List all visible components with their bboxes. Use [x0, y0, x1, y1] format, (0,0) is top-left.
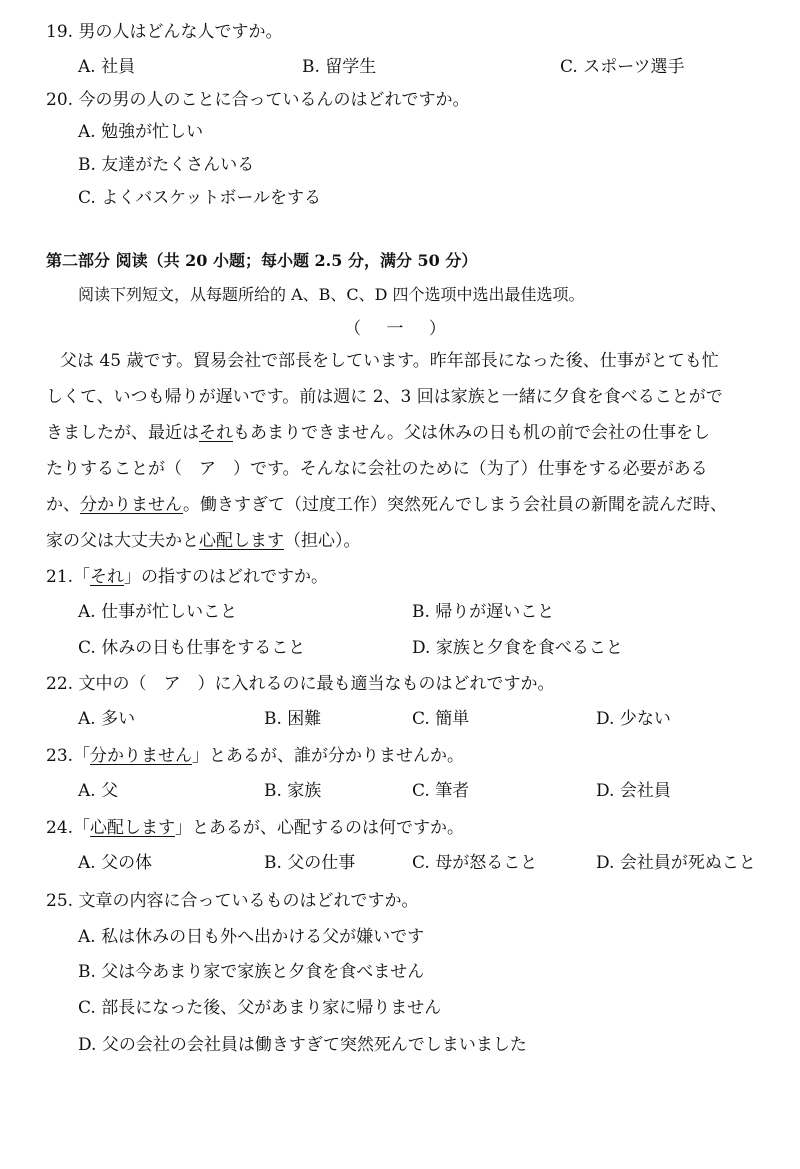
section-title: 第二部分 阅读（共 20 小题；每小题 2.5 分，满分 50 分） — [46, 251, 478, 270]
q23-option-d: D. 会社員 — [596, 781, 671, 801]
q21-option-b: B. 帰りが遅いこと — [412, 602, 555, 622]
q25-option-c: C. 部長になった後、父があまり家に帰りません — [78, 998, 442, 1018]
q19-option-a: A. 社員 — [78, 57, 136, 77]
q20-option-c: C. よくバスケットボールをする — [78, 188, 322, 208]
q25-option-a: A. 私は休みの日も外へ出かける父が嫌いです — [78, 927, 425, 947]
passage — [46, 343, 764, 559]
q22-option-d: D. 少ない — [596, 709, 671, 729]
question-24-stem: 24.「心配します」とあるが、心配するのは何ですか。 — [46, 818, 465, 838]
passage-line-3: きましたが、最近はそれもあまりできません。父は休みの日も机の前で会社の仕事をし — [46, 423, 711, 443]
q22-option-b: B. 困難 — [264, 709, 322, 729]
q20-option-b: B. 友達がたくさんいる — [78, 155, 255, 175]
q24-option-d: D. 会社員が死ぬこと — [596, 853, 756, 873]
q25-option-b: B. 父は今あまり家で家族と夕食を食べません — [78, 962, 425, 982]
underlined-sore: それ — [199, 423, 233, 443]
passage-line-4: たりすることが（ ア ）です。そんなに会社のために（为了）仕事をする必要がある — [46, 459, 708, 479]
q24-option-a: A. 父の体 — [78, 853, 153, 873]
passage-line-5: か、分かりません。働きすぎて（过度工作）突然死んでしまう会社員の新聞を読んだ時、 — [46, 495, 728, 515]
passage-number: （ 一 ） — [344, 319, 456, 339]
q19-option-c: C. スポーツ選手 — [560, 57, 685, 77]
q19-option-b: B. 留学生 — [302, 57, 377, 77]
q20-option-a: A. 勉強が忙しい — [78, 122, 204, 142]
q21-option-d: D. 家族と夕食を食べること — [412, 638, 623, 658]
q25-option-d: D. 父の会社の会社員は働きすぎて突然死んでしまいました — [78, 1035, 527, 1055]
question-21-stem: 21.「それ」の指すのはどれですか。 — [46, 567, 329, 587]
q21-option-a: A. 仕事が忙しいこと — [78, 602, 238, 622]
question-20-stem: 20. 今の男の人のことに合っているんのはどれですか。 — [46, 90, 470, 110]
question-19-stem: 19. 男の人はどんな人ですか。 — [46, 22, 283, 42]
passage-line-6: 家の父は大丈夫かと心配します（担心）。 — [46, 531, 361, 551]
section-instruction: 阅读下列短文，从每题所给的 A、B、C、D 四个选项中选出最佳选项。 — [78, 285, 585, 304]
passage-line-2: しくて、いつも帰りが遅いです。前は週に 2、3 回は家族と一緒に夕食を食べることがで — [46, 387, 723, 407]
q24-option-c: C. 母が怒ること — [412, 853, 538, 873]
question-25-stem: 25. 文章の内容に合っているものはどれですか。 — [46, 891, 419, 911]
question-23-stem: 23.「分かりません」とあるが、誰が分かりませんか。 — [46, 746, 465, 766]
passage-line-1: 父は 45 歳です。貿易会社で部長をしています。昨年部長になった後、仕事がとても忙 — [60, 351, 719, 371]
q22-option-a: A. 多い — [78, 709, 136, 729]
underlined-shinpai: 心配します — [199, 531, 284, 551]
q21-option-c: C. 休みの日も仕事をすること — [78, 638, 306, 658]
q23-option-c: C. 筆者 — [412, 781, 470, 801]
underlined-wakarimasen: 分かりません — [80, 495, 184, 515]
question-22-stem: 22. 文中の（ ア ）に入れるのに最も適当なものはどれですか。 — [46, 674, 555, 694]
q23-option-a: A. 父 — [78, 781, 119, 801]
q22-option-c: C. 簡単 — [412, 709, 470, 729]
q23-option-b: B. 家族 — [264, 781, 322, 801]
q24-option-b: B. 父の仕事 — [264, 853, 356, 873]
